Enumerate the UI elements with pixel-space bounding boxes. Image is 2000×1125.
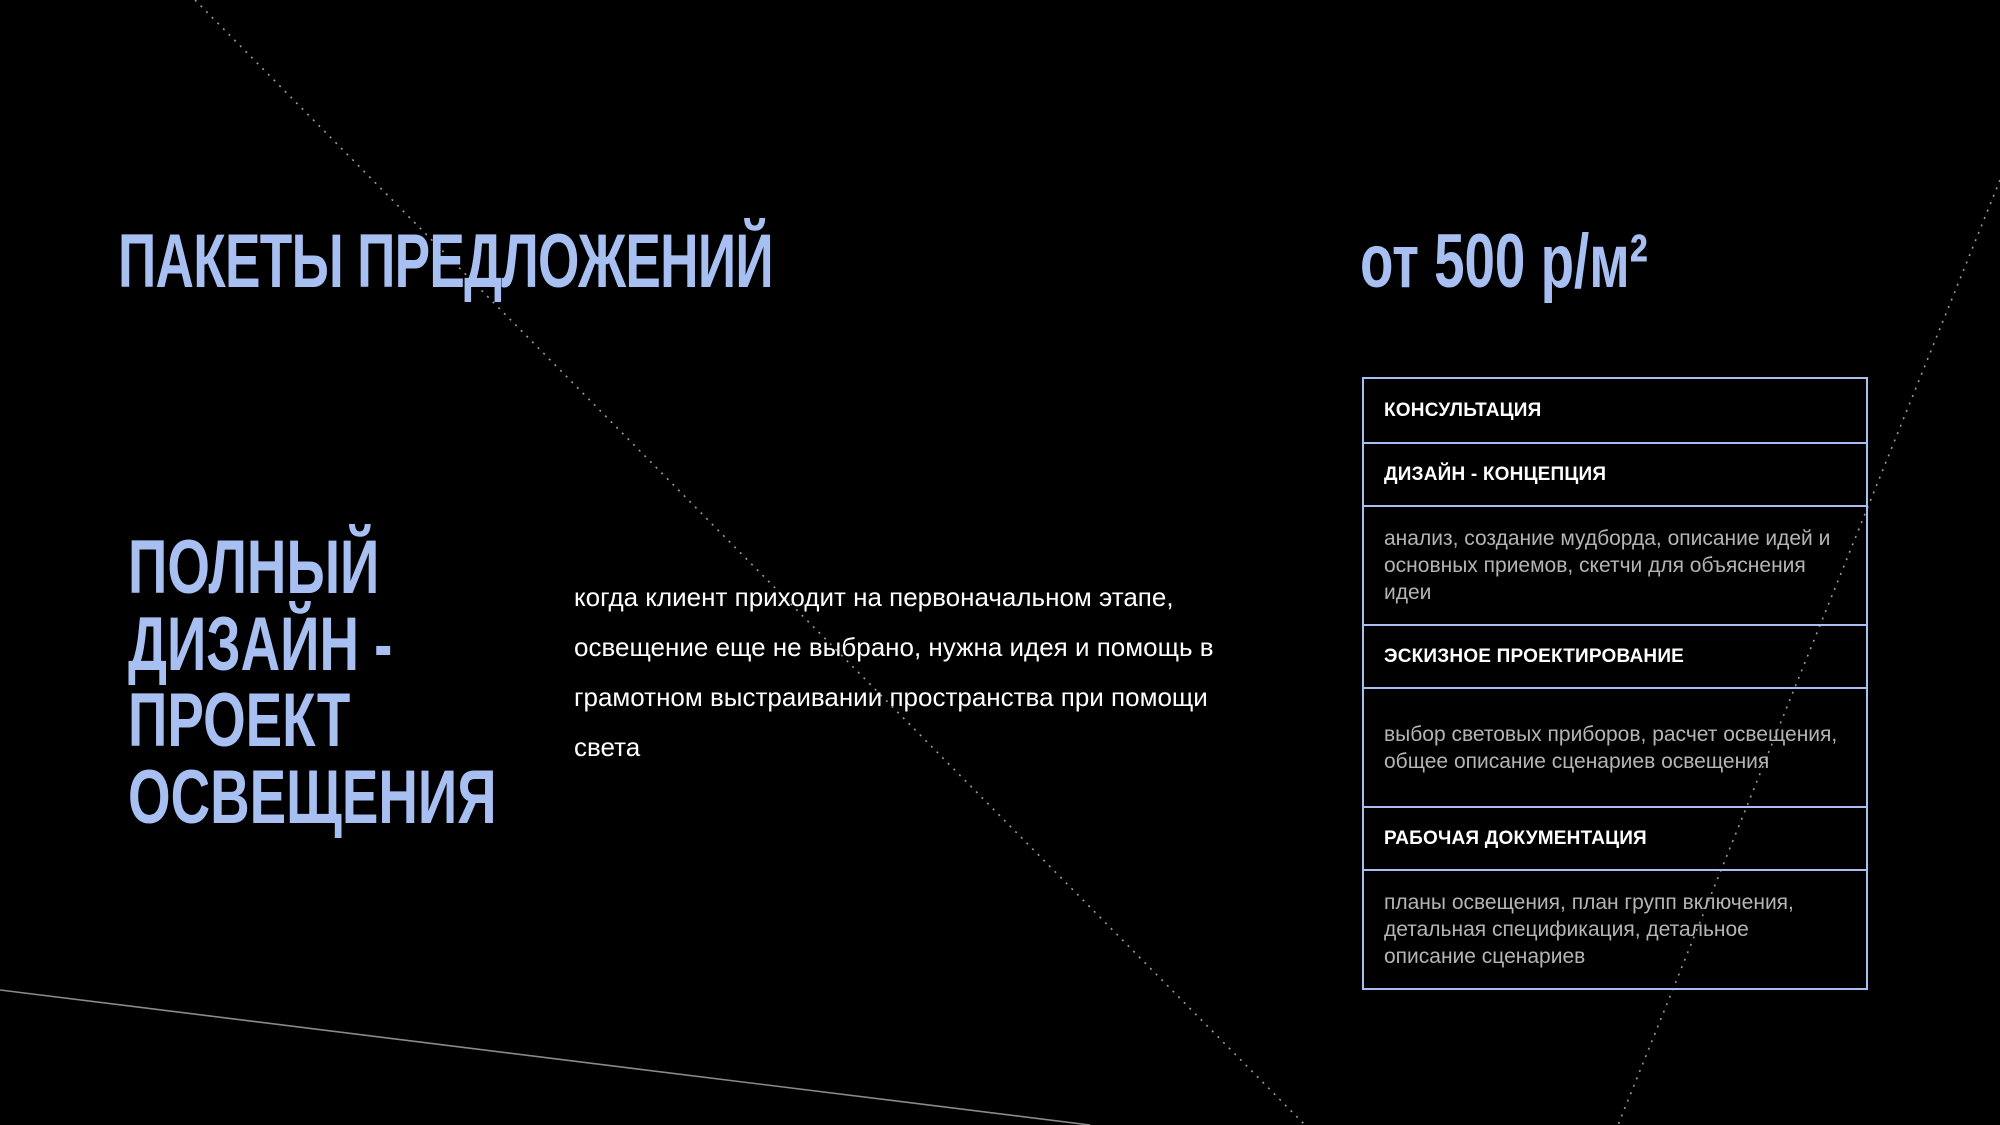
service-description: планы освещения, план групп включения, детальная спецификация, детальное описание сценариев	[1384, 891, 1794, 968]
service-row-sketch-design	[1364, 624, 1866, 687]
service-label: ДИЗАЙН - КОНЦЕПЦИЯ	[1384, 463, 1607, 485]
service-label: РАБОЧАЯ ДОКУМЕНТАЦИЯ	[1384, 827, 1647, 849]
package-title-line: ПРОЕКТ	[128, 678, 351, 763]
service-description: анализ, создание мудборда, описание идей и основных приемов, скетчи для объяснения идеи	[1384, 527, 1831, 604]
service-row-working-docs	[1364, 806, 1866, 869]
services-table	[1362, 377, 1868, 990]
service-description: выбор световых приборов, расчет освещения, общее описание сценариев освещения	[1384, 722, 1838, 773]
service-row-design-concept	[1364, 442, 1866, 505]
package-description: когда клиент приходит на первоначальном этапе, освещение еще не выбрано, нужна идея и помощь в грамотном выстраивании пространства при помощи света	[574, 582, 1214, 762]
price-label: от 500 р/м²	[1360, 219, 1648, 304]
package-title-line: ПОЛНЫЙ	[128, 525, 380, 610]
solid-diagonal-line-bottom	[0, 990, 1090, 1125]
package-title-line: ОСВЕЩЕНИЯ	[128, 754, 497, 840]
package-title-line: ДИЗАЙН -	[128, 601, 393, 687]
service-row-consultation	[1364, 379, 1866, 442]
package-title	[128, 525, 497, 840]
page-title: ПАКЕТЫ ПРЕДЛОЖЕНИЙ	[118, 219, 773, 304]
service-row-design-concept-details	[1364, 505, 1866, 624]
service-row-sketch-design-details	[1364, 687, 1866, 806]
service-label: КОНСУЛЬТАЦИЯ	[1384, 399, 1542, 421]
service-row-working-docs-details	[1364, 869, 1866, 988]
service-label: ЭСКИЗНОЕ ПРОЕКТИРОВАНИЕ	[1384, 645, 1685, 667]
